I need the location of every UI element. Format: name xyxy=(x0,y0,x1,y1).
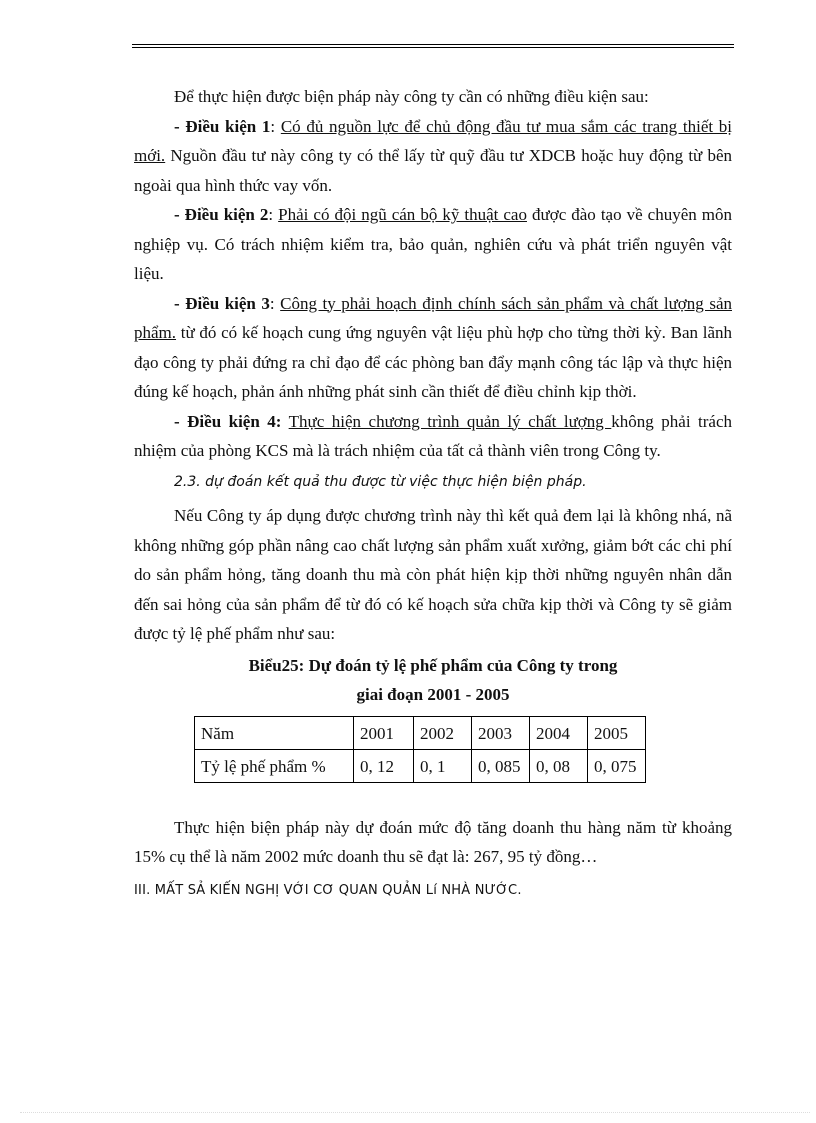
condition-text: từ đó có kế hoạch cung ứng nguyên vật liệu phù hợp cho từng thời kỳ. Ban lãnh đạo công ty phải đứng ra chỉ đạo để các phòng ban đẩy mạnh công tác lập và thực hiện đúng kế hoạch, phản ánh những phát sinh cần thiết để điều chỉnh kịp thời. xyxy=(134,323,732,401)
condition-text: không phải trách nhiệm của phòng KCS mà là trách nhiệm của tất cả thành viên trong Công ty. xyxy=(134,411,733,460)
table-year: 2005 xyxy=(588,716,646,749)
table-value: 0, 08 xyxy=(530,749,588,782)
condition-text: Nguồn đầu tư này công ty có thể lấy từ quỹ đầu tư XDCB hoặc huy động từ bên ngoài qua hình thức vay vốn. xyxy=(134,146,732,195)
table-value: 0, 085 xyxy=(472,749,530,782)
result-paragraph: Nếu Công ty áp dụng được chương trình này thì kết quả đem lại là không nhá, nã không những góp phần nâng cao chất lượng sản phẩm xuất xưởng, giảm bớt các chi phí do sản phẩm hỏng, tăng doanh thu mà còn phát hiện kịp thời những nguyên nhân dẫn đến sai hỏng của sản phẩm để từ đó có kế hoạch sửa chữa kịp thời và Công ty sẽ giảm được tỷ lệ phế phẩm như sau: xyxy=(134,506,732,643)
table-value: 0, 12 xyxy=(354,749,414,782)
condition-2: - Điều kiện 2: Phải có đội ngũ cán bộ kỹ thuật cao được đào tạo về chuyên môn nghiệp vụ. Có trách nhiệm kiểm tra, bảo quản, nghiên cứu và phát triển nguyên vật liệu. xyxy=(134,205,732,283)
footer-dotted-line xyxy=(20,1112,810,1113)
table-year: 2002 xyxy=(414,716,472,749)
table-value: 0, 1 xyxy=(414,749,472,782)
condition-label: - Điều kiện 2 xyxy=(174,205,269,224)
condition-label: - Điều kiện 4: xyxy=(174,411,282,431)
table-year: 2001 xyxy=(354,716,414,749)
table-header-label: Năm xyxy=(195,716,354,749)
intro-paragraph: Để thực hiện được biện pháp này công ty cần có những điều kiện sau: xyxy=(174,87,649,106)
table-value: 0, 075 xyxy=(588,749,646,782)
condition-underlined: Công ty phải hoạch định chính sách sản phẩm và chất lượng sản phẩm. xyxy=(134,293,732,342)
revenue-paragraph: Thực hiện biện pháp này dự đoán mức độ tăng doanh thu hàng năm từ khoảng 15% cụ thể là năm 2002 mức doanh thu sẽ đạt là: 267, 95 tỷ đồng… xyxy=(134,817,732,866)
condition-4 xyxy=(134,407,732,466)
table-row xyxy=(195,716,646,749)
condition-label: - Điều kiện 3 xyxy=(174,293,270,313)
condition-text: được đào tạo về chuyên môn nghiệp vụ. Có trách nhiệm kiểm tra, bảo quản, nghiên cứu và phát triển nguyên vật liệu. xyxy=(134,205,732,283)
table-year: 2003 xyxy=(472,716,530,749)
table-caption: Biểu25: Dự đoán tỷ lệ phế phẩm của Công ty trong xyxy=(248,655,618,675)
condition-underlined: Phải có đội ngũ cán bộ kỹ thuật cao xyxy=(278,205,527,224)
table-year: 2004 xyxy=(530,716,588,749)
reject-rate-table xyxy=(194,716,646,783)
condition-underlined: Có đủ nguồn lực để chủ động đầu tư mua sắm các trang thiết bị mới. xyxy=(134,116,732,165)
header-rule xyxy=(132,44,734,48)
condition-underlined: Thực hiện chương trình quản lý chất lượng xyxy=(288,411,612,431)
section-heading: III. MẤT SẢ KIẾN NGHỊ VỚI CƠ QUAN QUẢN Lí NHÀ NƯỚC. xyxy=(134,882,522,898)
subheading: 2.3. dự đoán kết quả thu được từ việc thực hiện biện pháp. xyxy=(174,473,587,490)
table-row xyxy=(195,749,646,782)
condition-label: - Điều kiện 1 xyxy=(174,116,271,136)
table-caption-period: giai đoạn 2001 - 2005 xyxy=(356,685,510,704)
condition-3: - Điều kiện 3: Công ty phải hoạch định chính sách sản phẩm và chất lượng sản phẩm. từ đó có kế hoạch cung ứng nguyên vật liệu phù hợp cho từng thời kỳ. Ban lãnh đạo công ty phải đứng ra chỉ đạo để các phòng ban đẩy mạnh công tác lập và thực hiện đúng kế hoạch, phản ánh những phát sinh cần thiết để điều chỉnh kịp thời. xyxy=(134,293,732,401)
table-row-label: Tỷ lệ phế phẩm % xyxy=(195,749,354,782)
condition-1: - Điều kiện 1: Có đủ nguồn lực để chủ động đầu tư mua sắm các trang thiết bị mới. Nguồn đầu tư này công ty có thể lấy từ quỹ đầu tư XDCB hoặc huy động từ bên ngoài qua hình thức vay vốn. xyxy=(134,116,732,195)
document-body xyxy=(134,82,732,905)
